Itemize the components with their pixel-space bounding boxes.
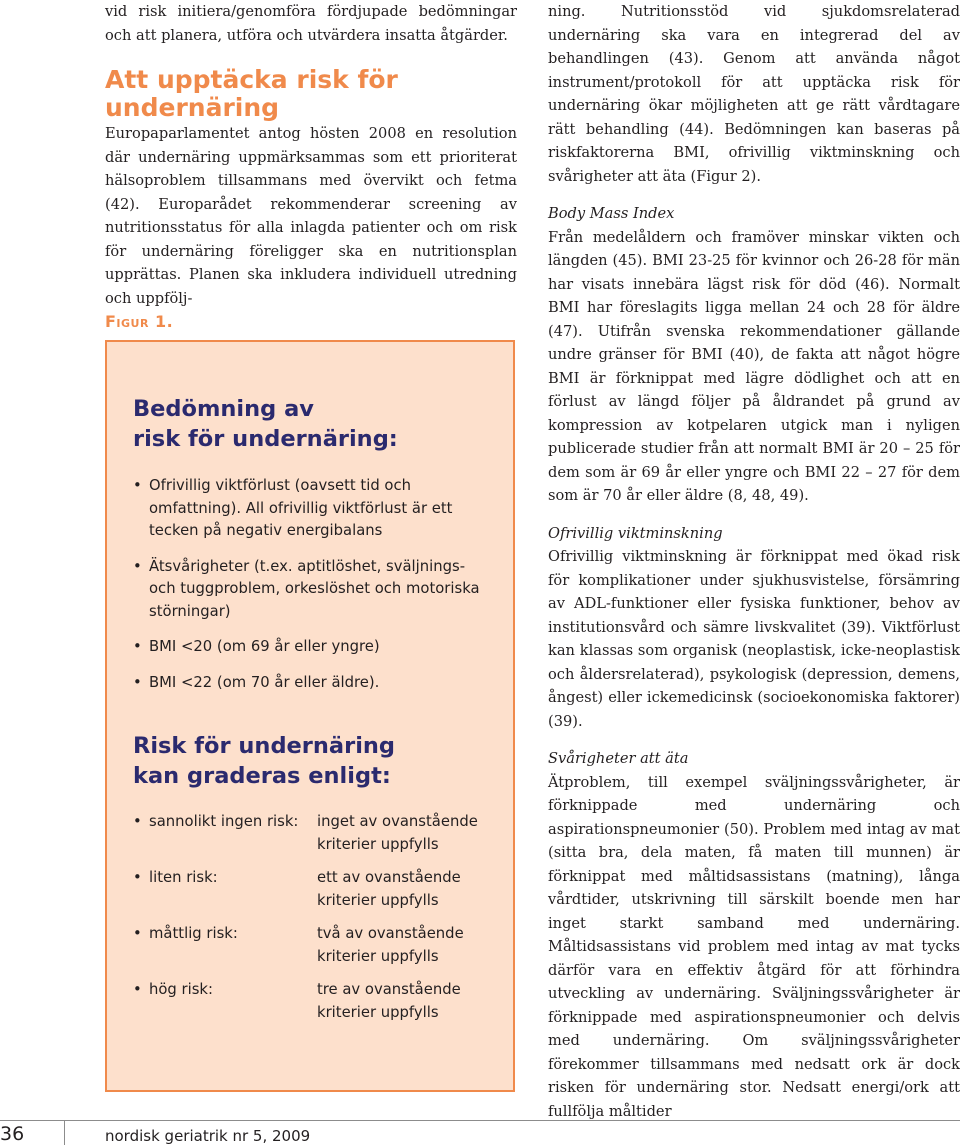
figure-heading-assessment-line1: Bedömning av [133, 396, 314, 422]
figure-box [105, 340, 515, 1092]
grade-label: sannolikt ingen risk: [149, 813, 299, 830]
figure-heading-grading [133, 731, 395, 791]
footer-rule [0, 1120, 960, 1121]
criteria-text: BMI <20 (om 69 år eller yngre) [149, 638, 380, 655]
section-heading: Att upptäcka risk för undernäring [105, 65, 398, 122]
figure-heading-grading-line1: Risk för undernäring [133, 733, 396, 759]
grade-row [133, 867, 503, 915]
body-paragraph: Från medelåldern och framöver minskar vikten och längden (45). BMI 23-25 för kvinnor och 26-28 för män har visats innebära lägst risk för död (46). Normalt BMI har föreslagits ligga mellan 24 och 28 för äldre (47). Utifrån svenska rekommendationer gällande undre gränser för BMI (40), de fakta att något högre BMI är förknippat med lägre dödlighet och att en förlust av längd följer på åldrandet på grund av kompression av kotpelaren utgick man i nyligen publicerade studier från att normalt BMI är 20 – 25 för dem som är 69 år eller yngre och BMI 22 – 27 för dem som är 70 år eller äldre (8, 48, 49). [548, 228, 960, 504]
bullet: • [133, 925, 142, 942]
bullet: • [133, 673, 142, 691]
criteria-item [133, 672, 493, 695]
journal-name: nordisk geriatrik nr 5, 2009 [105, 1127, 311, 1145]
grade-description: tre av ovanstående kriterier uppfylls [317, 981, 461, 1021]
grade-description: inget av ovanstående kriterier uppfylls [317, 813, 478, 853]
bullet: • [133, 869, 142, 886]
grade-row [133, 811, 503, 859]
criteria-item [133, 475, 493, 543]
figure-heading-grading-line2: kan graderas enligt: [133, 763, 391, 789]
bullet: • [133, 981, 142, 998]
bullet: • [133, 557, 142, 575]
grade-label: hög risk: [149, 981, 213, 998]
figure-heading-assessment-line2: risk för undernäring: [133, 426, 398, 452]
bullet: • [133, 477, 142, 494]
criteria-text: BMI <22 (om 70 år eller äldre). [149, 673, 380, 691]
grade-label: liten risk: [149, 869, 218, 886]
criteria-text: Ätsvårigheter (t.ex. aptitlöshet, sväljnings- och tuggproblem, orkeslöshet och motoriska störningar) [149, 557, 480, 620]
subheading-bmi: Body Mass Index [548, 205, 675, 222]
body-paragraph: ning. Nutritionsstöd vid sjukdomsrelaterad undernäring ska vara en integrerad del av behandlingen (43). Genom att använda något instrument/protokoll för att upptäcka risk för undernäring ökar möjligheten att ge rätt vårdtagare rätt behandling (44). Bedömningen kan baseras på riskfaktorerna BMI, ofrivillig viktminskning och svårigheter att äta (Figur 2). [548, 3, 960, 185]
subheading-eating-difficulties: Svårigheter att äta [548, 750, 689, 767]
page-number: 36 [0, 1123, 25, 1145]
grade-description: två av ovanstående kriterier uppfylls [317, 925, 464, 965]
figure-label: Figur 1. [105, 312, 174, 331]
body-paragraph: Ofrivillig viktminskning är förknippat med ökad risk för komplikationer under sjukhusvistelse, försämring av ADL-funktioner eller fysiska funktioner, behov av institutionsvård och sämre livskvalitet (39). Viktförlust kan klassas som organisk (neoplastisk, icke-neoplastisk och åldersrelaterad), psykologisk (depression, demens, ångest) eller ickemedicinsk (socioekonomiska faktorer) (39). [548, 548, 960, 730]
bullet: • [133, 638, 142, 655]
bullet: • [133, 813, 142, 830]
body-paragraph: Ätproblem, till exempel sväljningssvårigheter, är förknippade med undernäring och aspirationspneumonier (50). Problem med intag av mat (sitta bra, dela maten, få maten till munnen) är förknippat med måltidsassistans (matning), långa vårdtider, utskrivning till särskilt boende men har inget starkt samband med undernäring. Måltidsassistans vid problem med intag av mat tycks därför vara en effektiv åtgärd för att förhindra utveckling av undernäring. Sväljningssvårigheter är förknippade med aspirationspneumonier och delvis med undernäring. Om sväljningssvårigheter förekommer tillsammans med nedsatt ork är dock risken för undernäring stor. Nedsatt energi/ork att fullfölja måltider [548, 773, 960, 1120]
subheading-weight-loss: Ofrivillig viktminskning [548, 524, 723, 542]
criteria-item [133, 556, 493, 624]
criteria-item [133, 636, 493, 659]
grade-row [133, 923, 503, 971]
intro-paragraph: vid risk initiera/genomföra fördjupade bedömningar och att planera, utföra och utvärdera insatta åtgärder. [105, 3, 517, 44]
figure-heading-assessment [133, 394, 398, 454]
body-paragraph: Europaparlamentet antog hösten 2008 en resolution där undernäring uppmärksammas som ett prioriterat hälsoproblem tillsammans med övervikt och fetma (42). Europarådet rekommenderar screening av nutritionsstatus för alla inlagda patienter och om risk för undernäring föreligger ska en nutritionsplan upprättas. Planen ska inkludera individuell utredning och uppfölj- [105, 125, 517, 307]
grade-row [133, 979, 503, 1027]
criteria-list [133, 475, 493, 707]
grade-label: måttlig risk: [149, 925, 238, 942]
criteria-text: Ofrivillig viktförlust (oavsett tid och omfattning). All ofrivillig viktförlust är ett tecken på negativ energibalans [149, 477, 453, 539]
right-column-body [548, 0, 960, 1123]
footer-divider [64, 1120, 65, 1145]
grade-description: ett av ovanstående kriterier uppfylls [317, 869, 461, 909]
